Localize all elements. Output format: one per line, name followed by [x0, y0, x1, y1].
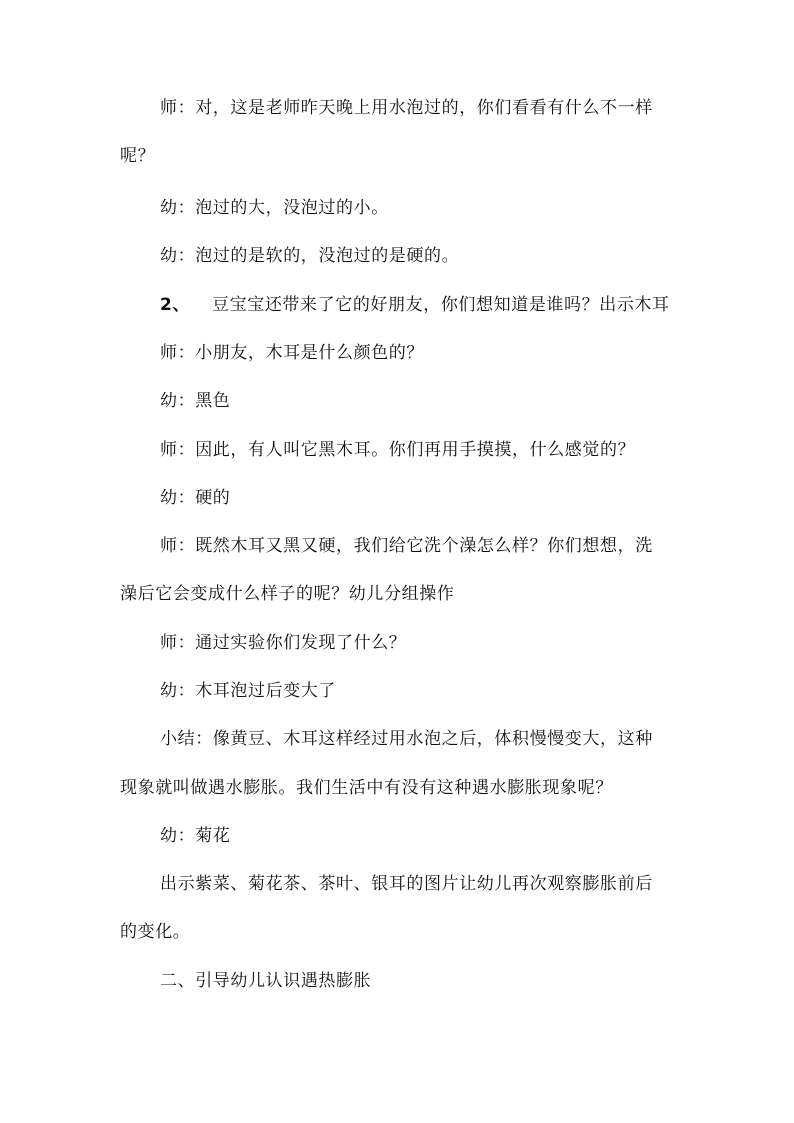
paragraph-line: 师：通过实验你们发现了什么？	[160, 633, 407, 653]
paragraph-line: 师：因此，有人叫它黑木耳。你们再用手摸摸，什么感觉的？	[160, 440, 636, 460]
paragraph-line: 幼：泡过的是软的，没泡过的是硬的。	[160, 246, 460, 266]
paragraph-line: 幼：黑色	[160, 391, 231, 411]
section-heading: 二、引导幼儿认识遇热膨胀	[160, 971, 372, 991]
paragraph-line: 幼：泡过的大，没泡过的小。	[160, 198, 389, 218]
paragraph-line: 呢？	[120, 146, 156, 166]
paragraph-line: 小结：像黄豆、木耳这样经过用水泡之后，体积慢慢变大，这种	[160, 729, 653, 749]
paragraph-line: 幼：菊花	[160, 826, 231, 846]
paragraph-line: 的变化。	[120, 922, 191, 942]
item-text: 豆宝宝还带来了它的好朋友，你们想知道是谁吗？出示木耳	[212, 295, 670, 315]
paragraph-line: 幼：木耳泡过后变大了	[160, 681, 336, 701]
paragraph-line: 师：既然木耳又黑又硬，我们给它洗个澡怎么样？你们想想，洗	[160, 536, 653, 556]
paragraph-line: 出示紫菜、菊花茶、茶叶、银耳的图片让幼儿再次观察膨胀前后	[160, 874, 653, 894]
paragraph-line: 澡后它会变成什么样子的呢？幼儿分组操作	[120, 584, 455, 604]
item-number: 2、	[160, 295, 191, 315]
paragraph-line: 师：小朋友，木耳是什么颜色的？	[160, 343, 424, 363]
paragraph-line: 幼：硬的	[160, 488, 231, 508]
paragraph-line: 师：对，这是老师昨天晚上用水泡过的，你们看看有什么不一样	[160, 98, 653, 118]
numbered-item	[160, 293, 670, 317]
paragraph-line: 现象就叫做遇水膨胀。我们生活中有没有这种遇水膨胀现象呢？	[120, 778, 613, 798]
